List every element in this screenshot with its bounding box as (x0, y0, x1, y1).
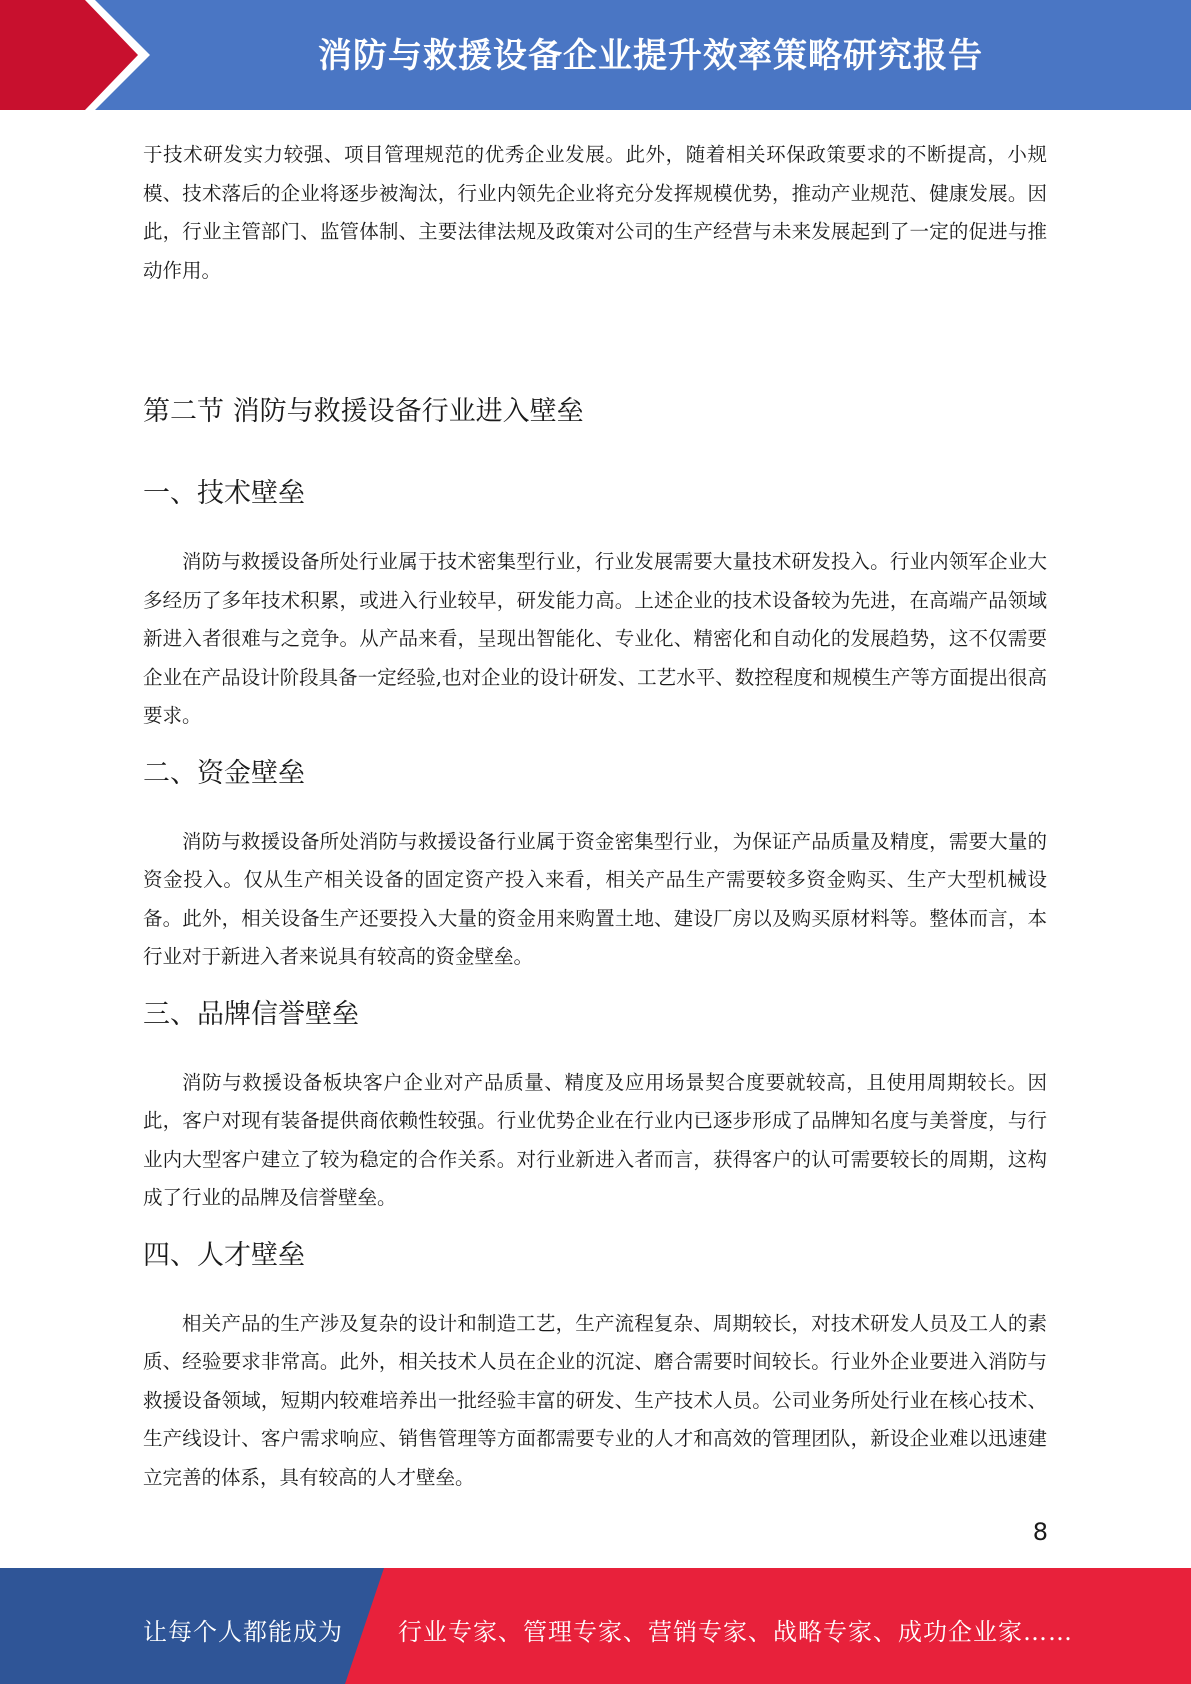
subsection-title: 二、资金壁垒 (143, 757, 305, 789)
footer-slogan-left: 让每个人都能成为 (143, 1618, 343, 1646)
subsection-title: 四、人才壁垒 (143, 1239, 305, 1271)
subsection-paragraph: 消防与救援设备所处行业属于技术密集型行业，行业发展需要大量技术研发投入。行业内领军企业大多经历了多年技术积累，或进入行业较早，研发能力高。上述企业的技术设备较为先进，在高端产品领域新进入者很难与之竞争。从产品来看，呈现出智能化、专业化、精密化和自动化的发展趋势，这不仅需要企业在产品设计阶段具备一定经验,也对企业的设计研发、工艺水平、数控程度和规模生产等方面提出很高要求。 (143, 550, 1047, 727)
report-title: 消防与救援设备企业提升效率策略研究报告 (318, 36, 983, 76)
footer-banner (0, 1568, 1191, 1684)
document-body (143, 136, 1047, 1497)
subsection-title: 三、品牌信誉壁垒 (143, 998, 359, 1030)
header-banner (0, 0, 1191, 110)
page-number: 8 (1032, 1518, 1048, 1546)
intro-paragraph: 于技术研发实力较强、项目管理规范的优秀企业发展。此外，随着相关环保政策要求的不断提高，小规模、技术落后的企业将逐步被淘汰，行业内领先企业将充分发挥规模优势，推动产业规范、健康发展。因此，行业主管部门、监管体制、主要法律法规及政策对公司的生产经营与未来发展起到了一定的促进与推动作用。 (143, 143, 1047, 282)
subsection-paragraph: 消防与救援设备板块客户企业对产品质量、精度及应用场景契合度要就较高，且使用周期较长。因此，客户对现有装备提供商依赖性较强。行业优势企业在行业内已逐步形成了品牌知名度与美誉度，与行业内大型客户建立了较为稳定的合作关系。对行业新进入者而言，获得客户的认可需要较长的周期，这构成了行业的品牌及信誉壁垒。 (143, 1070, 1047, 1209)
footer-slogan-right: 行业专家、管理专家、营销专家、战略专家、成功企业家…… (398, 1618, 1073, 1646)
subsection-paragraph: 消防与救援设备所处消防与救援设备行业属于资金密集型行业，为保证产品质量及精度，需要大量的资金投入。仅从生产相关设备的固定资产投入来看，相关产品生产需要较多资金购买、生产大型机械设备。此外，相关设备生产还要投入大量的资金用来购置土地、建设厂房以及购买原材料等。整体而言，本行业对于新进入者来说具有较高的资金壁垒。 (143, 829, 1047, 968)
subsection-paragraph: 相关产品的生产涉及复杂的设计和制造工艺，生产流程复杂、周期较长，对技术研发人员及工人的素质、经验要求非常高。此外，相关技术人员在企业的沉淀、磨合需要时间较长。行业外企业要进入消防与救援设备领域，短期内较难培养出一批经验丰富的研发、生产技术人员。公司业务所处行业在核心技术、生产线设计、客户需求响应、销售管理等方面都需要专业的人才和高效的管理团队，新设企业难以迅速建立完善的体系，具有较高的人才壁垒。 (143, 1311, 1047, 1489)
section-title: 第二节 消防与救援设备行业进入壁垒 (143, 396, 584, 427)
subsection-title: 一、技术壁垒 (143, 478, 305, 509)
